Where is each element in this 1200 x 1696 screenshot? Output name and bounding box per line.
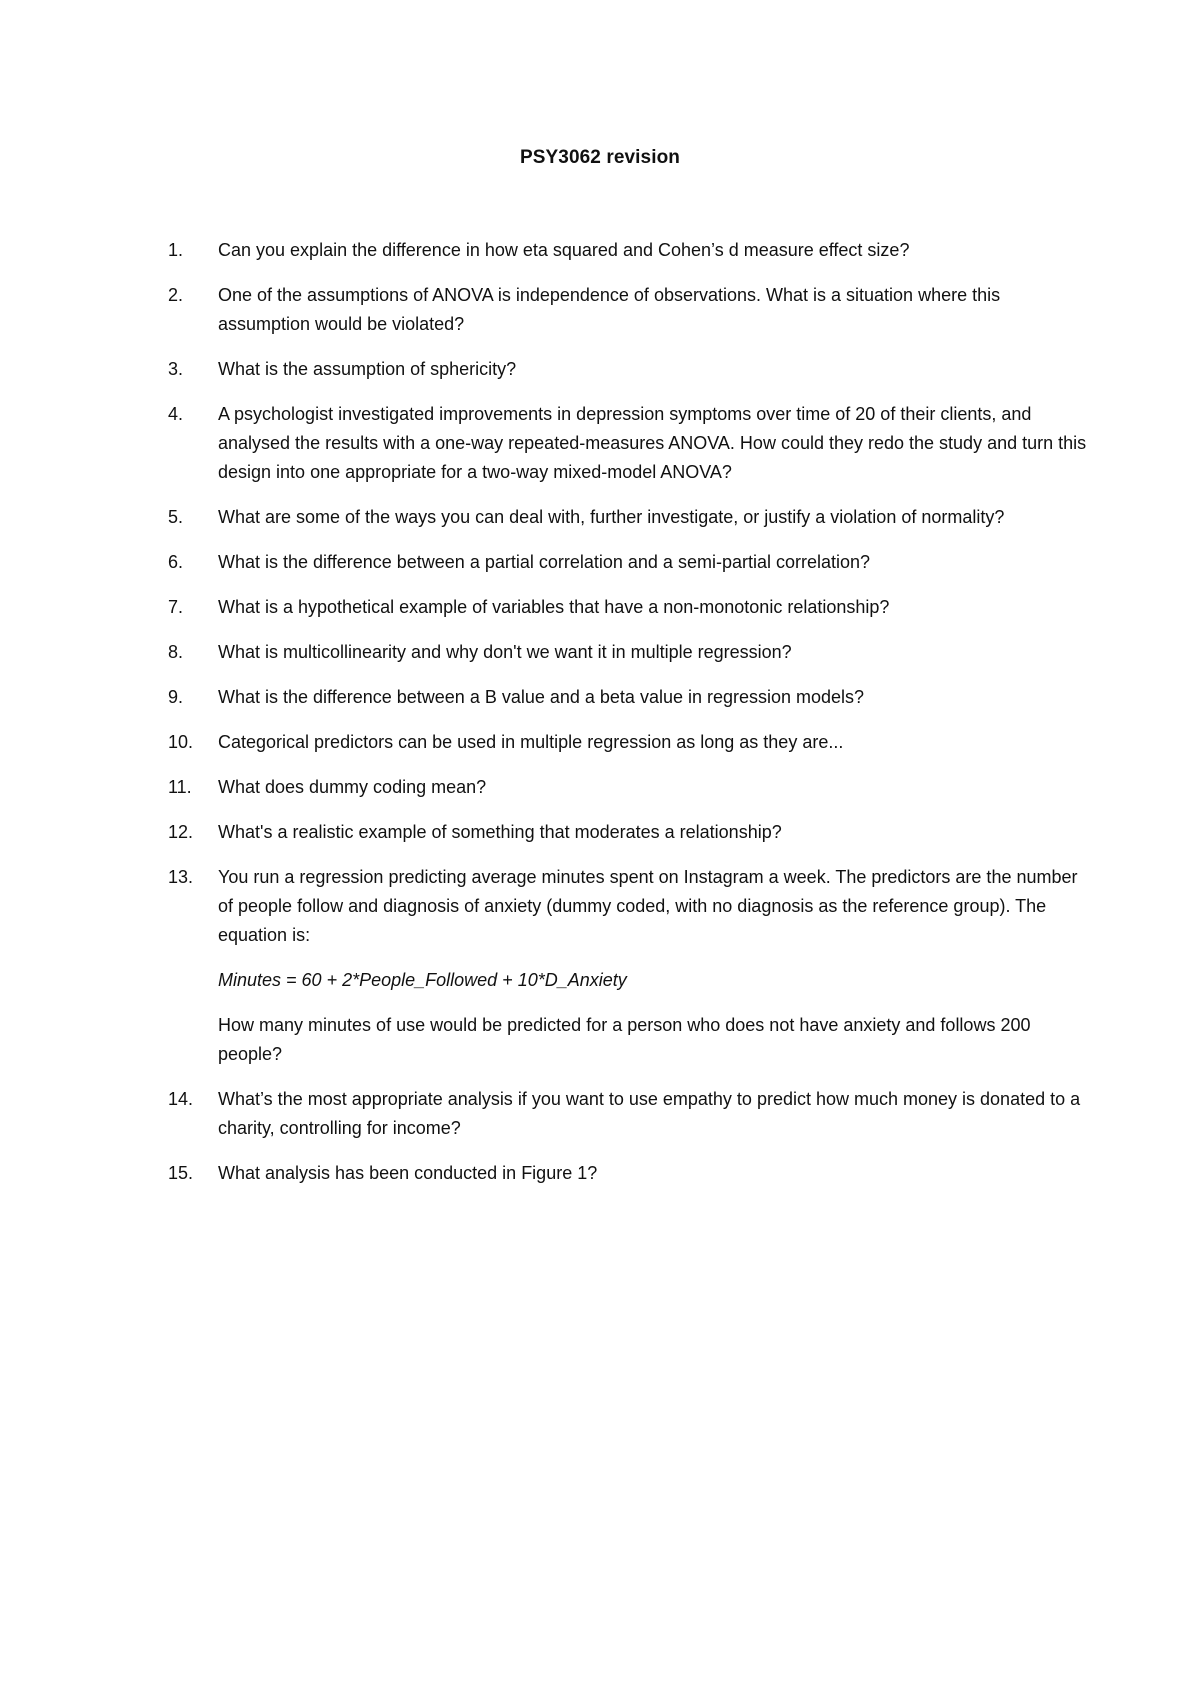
question-number: 9. xyxy=(168,687,184,707)
document-title: PSY3062 revision xyxy=(519,147,681,168)
question-number: 3. xyxy=(168,359,184,379)
regression-equation: Minutes = 60 + 2*People_Followed + 10*D_Anxiety xyxy=(218,970,627,990)
question-item xyxy=(168,593,1088,622)
question-item xyxy=(168,548,1088,577)
question-number: 1. xyxy=(168,240,184,260)
question-text: What is the assumption of sphericity? xyxy=(218,359,517,379)
question-item xyxy=(168,863,1088,1069)
question-item xyxy=(168,1085,1088,1143)
question-text: What is a hypothetical example of variables that have a non-monotonic relationship? xyxy=(218,597,890,617)
question-text: Categorical predictors can be used in multiple regression as long as they are... xyxy=(218,732,844,752)
question-text: One of the assumptions of ANOVA is independence of observations. What is a situation where this assumption would be violated? xyxy=(218,285,1001,334)
question-number: 2. xyxy=(168,285,184,305)
question-number: 14. xyxy=(168,1089,194,1109)
question-number: 11. xyxy=(168,777,192,797)
question-text: What are some of the ways you can deal with, further investigate, or justify a violation of normality? xyxy=(218,507,1005,527)
question-text: What is the difference between a B value and a beta value in regression models? xyxy=(218,687,865,707)
question-number: 5. xyxy=(168,507,184,527)
question-number: 4. xyxy=(168,404,184,424)
question-item xyxy=(168,638,1088,667)
question-text: What is the difference between a partial correlation and a semi-partial correlation? xyxy=(218,552,871,572)
question-list xyxy=(168,236,1088,1204)
question-item xyxy=(168,683,1088,712)
question-text: What’s the most appropriate analysis if you want to use empathy to predict how much money is donated to a charity, controlling for income? xyxy=(218,1089,1081,1138)
question-number: 8. xyxy=(168,642,184,662)
question-number: 10. xyxy=(168,732,194,752)
question-item xyxy=(168,503,1088,532)
question-text: What analysis has been conducted in Figure 1? xyxy=(218,1163,598,1183)
question-number: 7. xyxy=(168,597,184,617)
question-text: What is multicollinearity and why don't we want it in multiple regression? xyxy=(218,642,792,662)
question-item xyxy=(168,773,1088,802)
question-text: What's a realistic example of something that moderates a relationship? xyxy=(218,822,782,842)
question-text: Can you explain the difference in how eta squared and Cohen’s d measure effect size? xyxy=(218,240,910,260)
question-item xyxy=(168,400,1088,487)
question-item xyxy=(168,818,1088,847)
question-number: 6. xyxy=(168,552,184,572)
question-number: 13. xyxy=(168,867,194,887)
question-item xyxy=(168,728,1088,757)
question-text: A psychologist investigated improvements in depression symptoms over time of 20 of their clients, and analysed the results with a one-way repeated-measures ANOVA. How could they redo the study and turn this design into one appropriate for a two-way mixed-model ANOVA? xyxy=(218,404,1087,482)
question-followup: How many minutes of use would be predicted for a person who does not have anxiety and follows 200 people? xyxy=(218,1015,1031,1064)
question-item xyxy=(168,355,1088,384)
question-number: 15. xyxy=(168,1163,194,1183)
question-item xyxy=(168,281,1088,339)
question-number: 12. xyxy=(168,822,194,842)
question-item xyxy=(168,1159,1088,1188)
question-text: What does dummy coding mean? xyxy=(218,777,487,797)
question-item xyxy=(168,236,1088,265)
question-text: You run a regression predicting average minutes spent on Instagram a week. The predictors are the number of people follow and diagnosis of anxiety (dummy coded, with no diagnosis as the reference group). The equation is: xyxy=(218,867,1078,945)
